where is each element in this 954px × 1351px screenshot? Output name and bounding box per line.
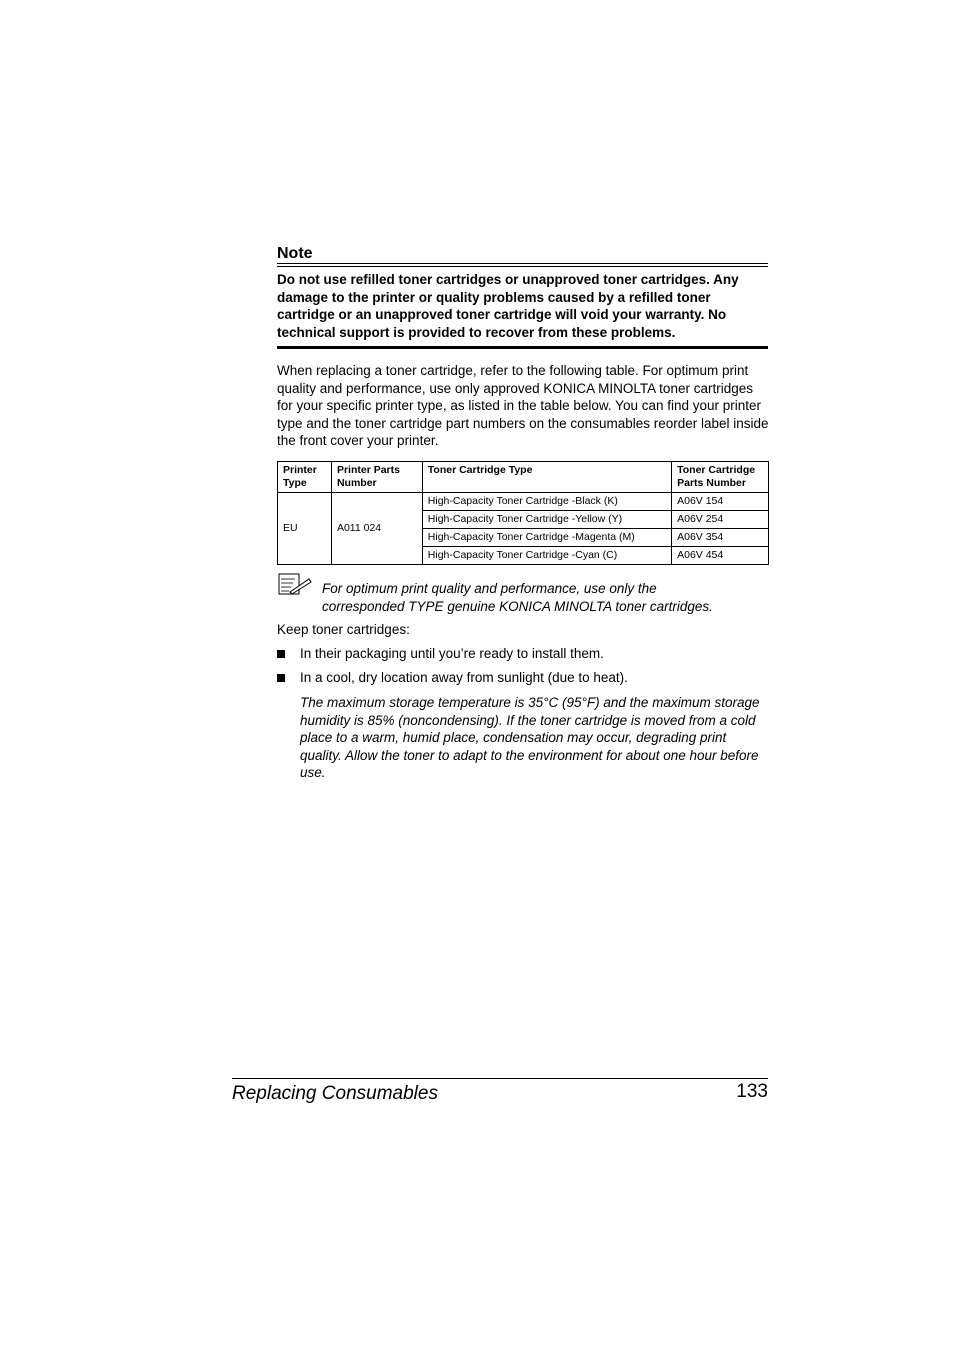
note-title: Note [277,245,313,262]
cell-toner-part: A06V 454 [672,547,769,565]
header-printer-parts-number: Printer Parts Number [331,462,422,493]
memo-pencil-icon [278,573,312,595]
cell-toner-type: High-Capacity Toner Cartridge -Yellow (Y) [422,511,671,529]
list-item-text: In their packaging until you’re ready to install them. [300,646,604,661]
cell-toner-part: A06V 254 [672,511,769,529]
note-body: Do not use refilled toner cartridges or unapproved toner cartridges. Any damage to the printer or quality problems caused by a refilled toner cartridge or an unapproved toner cartridge will void your warranty. No technical support is provided to recover from these problems. [277,272,739,340]
toner-parts-table [277,461,769,565]
header-toner-cartridge-type: Toner Cartridge Type [422,462,671,493]
cell-printer-type: EU [278,493,332,565]
header-toner-parts-number: Toner Cartridge Parts Number [672,462,769,493]
bullet-square-icon [277,650,285,658]
note-rule-top-inner [277,266,768,267]
table-header-row [278,462,769,493]
memo-text: For optimum print quality and performance, use only the corresponded TYPE genuine KONICA MINOLTA toner cartridges. [322,581,713,614]
cell-toner-part: A06V 154 [672,493,769,511]
list-item [277,646,604,661]
cell-toner-part: A06V 354 [672,529,769,547]
cell-toner-type: High-Capacity Toner Cartridge -Magenta (M) [422,529,671,547]
storage-note: The maximum storage temperature is 35°C (95°F) and the maximum storage humidity is 85% (noncondensing). If the toner cartridge is moved from a cold place to a warm, humid place, condensation may occur, degrading print quality. Allow the toner to adapt to the environment for about one hour before use. [300,695,760,781]
footer-rule [232,1078,768,1079]
keep-intro: Keep toner cartridges: [277,622,410,637]
list-item-text: In a cool, dry location away from sunlight (due to heat). [300,670,628,685]
intro-paragraph: When replacing a toner cartridge, refer to the following table. For optimum print quality and performance, use only approved KONICA MINOLTA toner cartridges for your specific printer type, as listed in the table below. You can find your printer type and the toner cartridge part numbers on the consumables reorder label inside the front cover your printer. [277,363,769,449]
cell-printer-parts-number: A011 024 [331,493,422,565]
list-item [277,670,628,685]
cell-toner-type: High-Capacity Toner Cartridge -Cyan (C) [422,547,671,565]
header-printer-type: Printer Type [278,462,332,493]
table-row [278,493,769,511]
bullet-square-icon [277,674,285,682]
footer-section-title: Replacing Consumables [232,1083,438,1104]
page-number: 133 [736,1081,768,1102]
cell-toner-type: High-Capacity Toner Cartridge -Black (K) [422,493,671,511]
note-rule-top [277,263,768,264]
note-rule-bottom [277,346,768,349]
